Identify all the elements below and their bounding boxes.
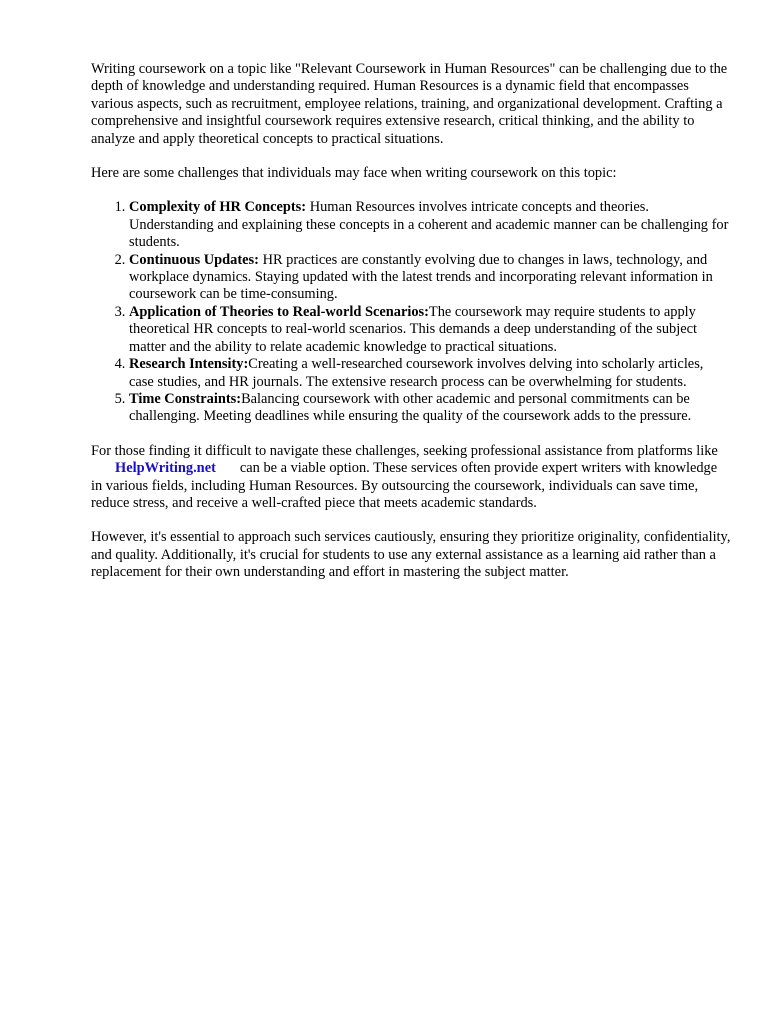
closing-paragraph: However, it's essential to approach such services cautiously, ensuring they prioritize originality, confidentiality, and quality. Additionally, it's crucial for students to use any external assistance as a learning aid rather than a replacement for their own understanding and effort in mastering the subject matter. — [91, 529, 731, 581]
assistance-text-before: For those finding it difficult to navigate these challenges, seeking professional assistance from platforms like — [91, 442, 718, 459]
list-item — [129, 252, 731, 304]
challenge-term: Time Constraints: — [129, 390, 242, 407]
challenges-list — [91, 199, 731, 425]
list-item — [129, 356, 731, 391]
assistance-paragraph — [91, 443, 731, 513]
challenge-text: The coursework may require students to apply theoretical HR concepts to real-world scenarios. This demands a deep understanding of the subject matter and the ability to relate academic knowledge to practical situations. — [129, 303, 697, 355]
challenge-text: Human Resources involves intricate concepts and theories. Understanding and explaining these concepts in a coherent and academic manner can be challenging for students. — [129, 199, 729, 251]
list-item — [129, 391, 731, 426]
intro-paragraph: Writing coursework on a topic like "Relevant Coursework in Human Resources" can be challenging due to the depth of knowledge and understanding required. Human Resources is a dynamic field that encompasses various aspects, such as recruitment, employee relations, training, and organizational development. Crafting a comprehensive and insightful coursework requires extensive research, critical thinking, and the ability to analyze and apply theoretical concepts to practical situations. — [91, 61, 728, 147]
challenge-term: Application of Theories to Real-world Scenarios: — [129, 303, 429, 320]
challenges-intro: Here are some challenges that individuals may face when writing coursework on this topic: — [91, 165, 617, 182]
assistance-text-after: can be a viable option. These services often provide expert writers with knowledge in various fields, including Human Resources. By outsourcing the coursework, individuals can save time, reduce stress, and receive a well-crafted piece that meets academic standards. — [91, 460, 718, 511]
list-item — [129, 304, 731, 356]
list-item — [129, 199, 731, 251]
challenge-term: Complexity of HR Concepts: — [129, 199, 307, 216]
challenge-text: Creating a well-researched coursework involves delving into scholarly articles, case studies, and HR journals. The extensive research process can be overwhelming for students. — [129, 356, 704, 390]
challenge-text: Balancing coursework with other academic and personal commitments can be challenging. Meeting deadlines while ensuring the quality of the coursework adds to the pressure. — [129, 390, 692, 425]
challenge-text: HR practices are constantly evolving due to changes in laws, technology, and workplace dynamics. Staying updated with the latest trends and incorporating relevant information in coursework can be time-consuming. — [129, 251, 713, 303]
challenge-term: Research Intensity: — [129, 356, 249, 373]
document-page — [91, 61, 731, 599]
helpwriting-link[interactable]: HelpWriting.net — [115, 460, 216, 477]
challenge-term: Continuous Updates: — [129, 251, 259, 268]
